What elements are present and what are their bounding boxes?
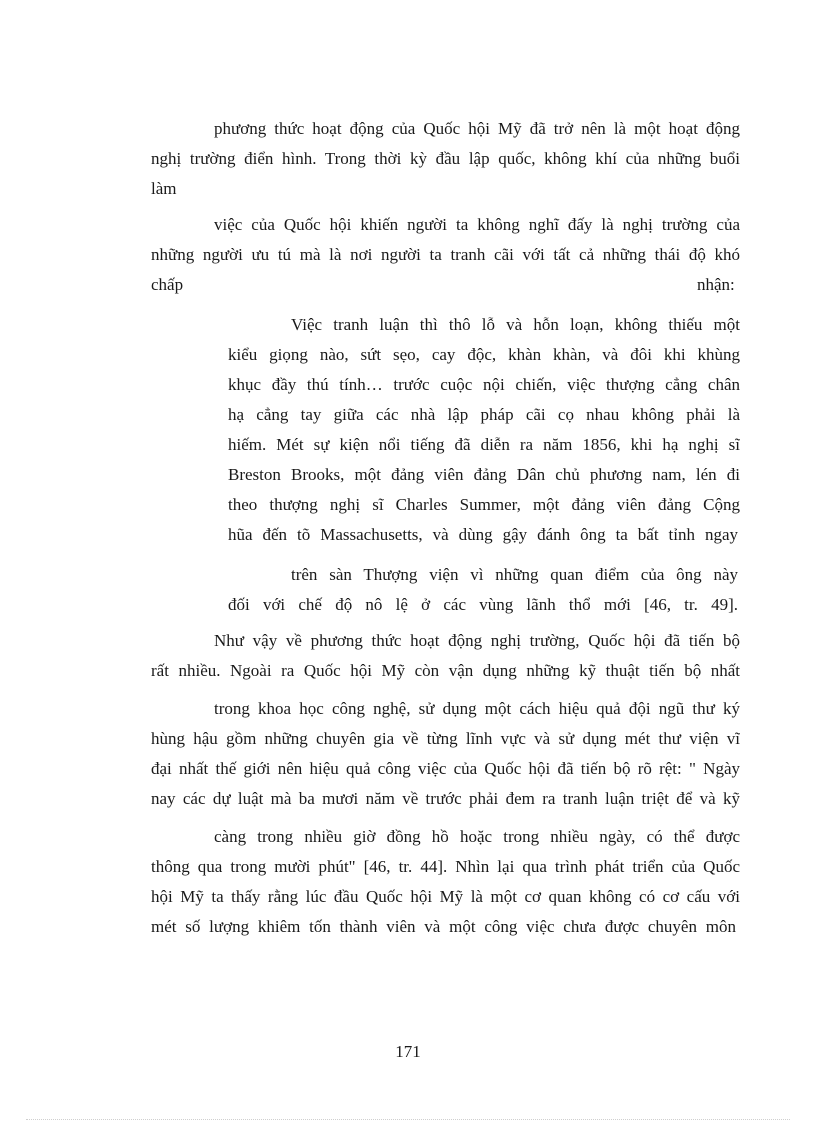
paragraph-line: hùng hậu gồm những chuyên gia về từng lĩnh vực và sử dụng mét thư viện vĩ <box>151 729 740 748</box>
paragraph-line: càng trong nhiều giờ đồng hồ hoặc trong nhiều ngày, có thể được <box>214 827 740 846</box>
quote-line: kiểu giọng nào, sứt sẹo, cay độc, khàn khàn, và đôi khi khùng <box>228 345 740 364</box>
paragraph-line: hội Mỹ ta thấy rằng lúc đầu Quốc hội Mỹ là một cơ quan không có cơ cấu với <box>151 887 740 906</box>
paragraph-line: đại nhất thế giới nên hiệu quả công việc của Quốc hội đã tiến bộ rõ rệt: " Ngày <box>151 759 740 778</box>
quote-line: hiếm. Mét sự kiện nổi tiếng đã diễn ra năm 1856, khi hạ nghị sĩ <box>228 435 740 454</box>
paragraph-line: làm <box>151 179 177 198</box>
quote-line: khục đầy thú tính… trước cuộc nội chiến, việc thượng cẳng chân <box>228 375 740 394</box>
paragraph-line: Như vậy về phương thức hoạt động nghị trường, Quốc hội đã tiến bộ <box>214 631 740 650</box>
paragraph-line: trong khoa học công nghệ, sử dụng một cách hiệu quả đội ngũ thư ký <box>214 699 740 718</box>
paragraph-line: nay các dự luật mà ba mươi năm về trước phải đem ra tranh luận triệt để và kỹ <box>151 789 740 808</box>
quote-line: Breston Brooks, một đảng viên đảng Dân chủ phương nam, lén đi <box>228 465 740 484</box>
paragraph-line: việc của Quốc hội khiến người ta không nghĩ đấy là nghị trường của <box>214 215 740 234</box>
page-number: 171 <box>395 1042 421 1061</box>
paragraph-line: chấp <box>151 275 184 294</box>
paragraph-line: thông qua trong mười phút" [46, tr. 44]. Nhìn lại qua trình phát triển của Quốc <box>151 857 740 876</box>
quote-line: Việc tranh luận thì thô lỗ và hỗn loạn, không thiếu một <box>291 315 740 334</box>
quote-line: hũa đến tõ Massachusetts, và dùng gậy đánh ông ta bất tỉnh ngay <box>228 525 738 544</box>
paragraph-line: phương thức hoạt động của Quốc hội Mỹ đã trở nên là một hoạt động <box>214 119 740 138</box>
paragraph-line: mét số lượng khiêm tốn thành viên và một công việc chưa được chuyên môn <box>151 917 736 936</box>
quote-line: hạ cẳng tay giữa các nhà lập pháp cãi cọ nhau không phải là <box>228 405 740 424</box>
paragraph-line: nhận: <box>697 275 735 294</box>
paragraph-line: nghị trường điển hình. Trong thời kỳ đầu lập quốc, không khí của những buổi <box>151 149 740 168</box>
paragraph-line: những người ưu tú mà là nơi người ta tranh cãi với tất cả những thái độ khó <box>151 245 740 264</box>
paragraph-line: rất nhiều. Ngoài ra Quốc hội Mỹ còn vận dụng những kỹ thuật tiến bộ nhất <box>151 661 740 680</box>
footer-divider <box>26 1119 790 1120</box>
quote-line: đối với chế độ nô lệ ở các vùng lãnh thổ mới [46, tr. 49]. <box>228 595 738 614</box>
quote-line: theo thượng nghị sĩ Charles Summer, một đảng viên đảng Cộng <box>228 495 740 514</box>
quote-line: trên sàn Thượng viện vì những quan điểm của ông này <box>291 565 738 584</box>
